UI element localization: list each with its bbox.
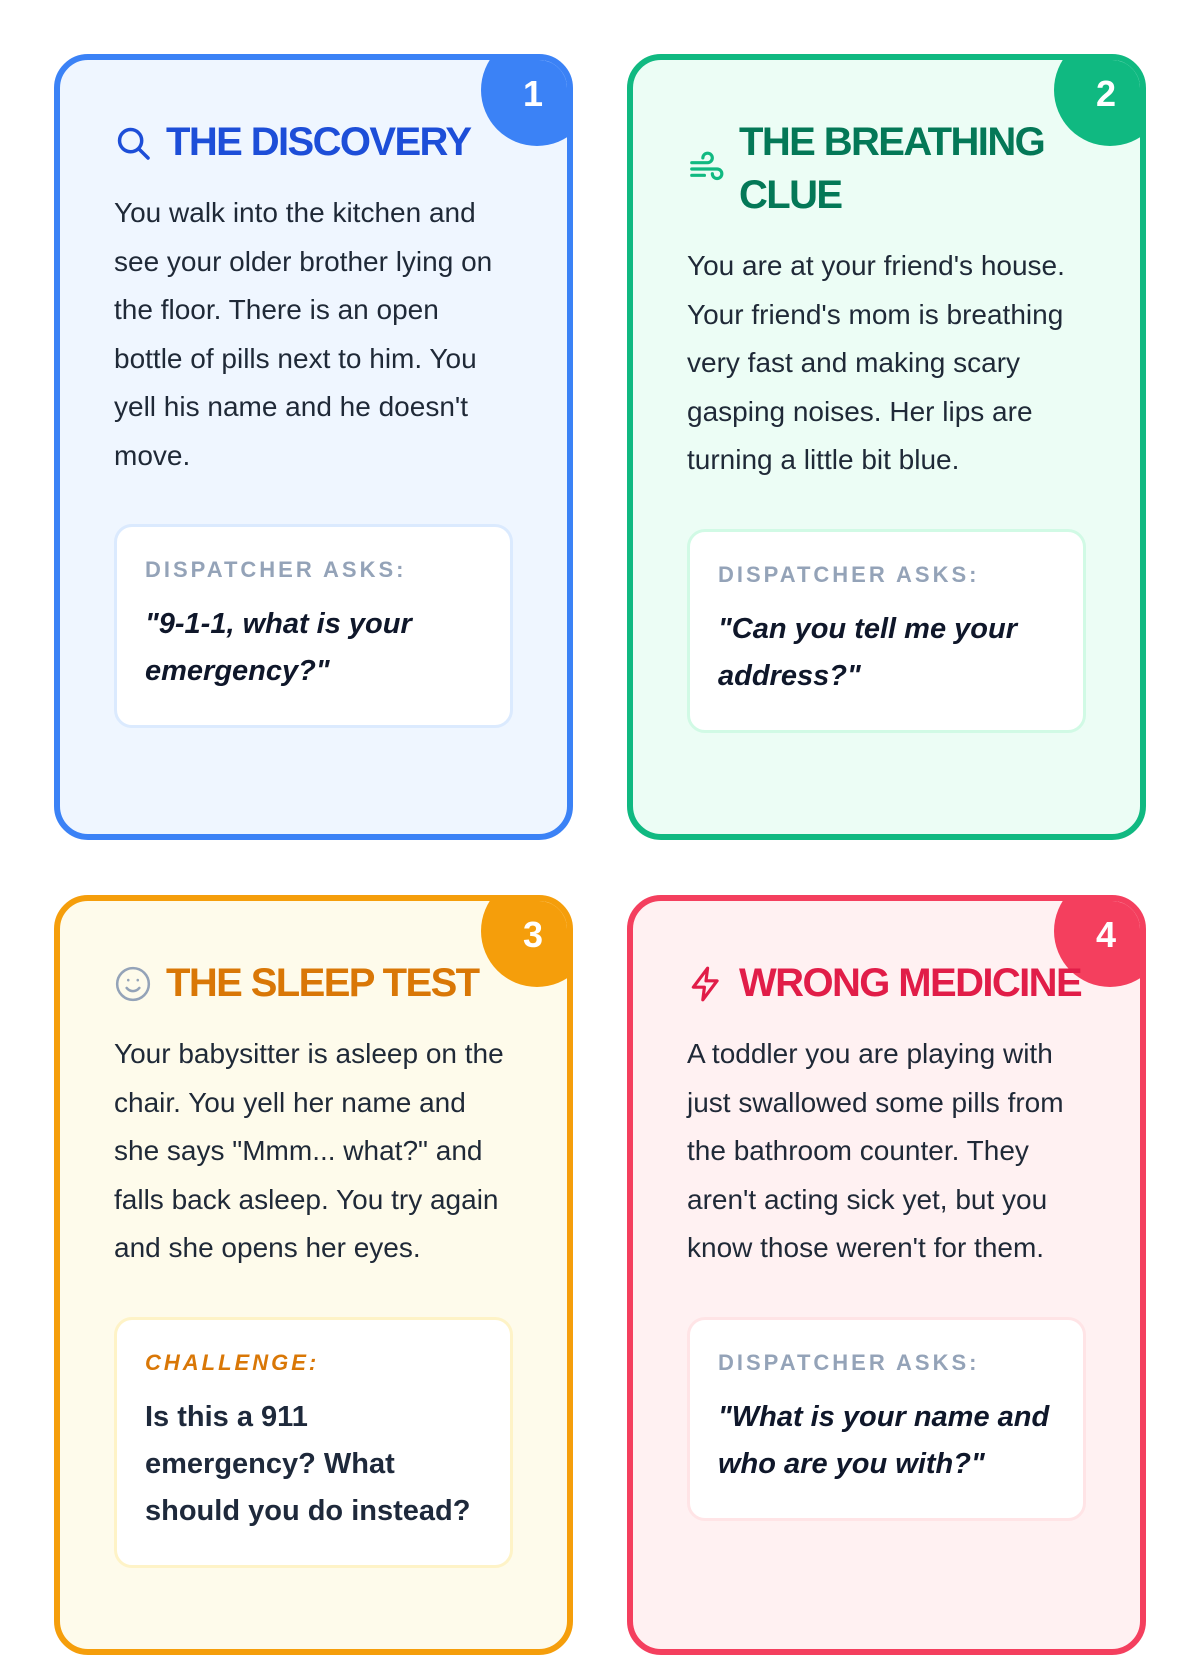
dispatcher-label: DISPATCHER ASKS:: [718, 561, 980, 587]
card-title-row: [687, 957, 1097, 1010]
card-number: 2: [1095, 73, 1117, 114]
card-title: WRONG MEDICINE: [739, 961, 1082, 1005]
card-number: 1: [522, 73, 544, 114]
dispatcher-box: [687, 529, 1086, 733]
scenario-card-discovery: [54, 54, 573, 840]
dispatcher-question: "What is your name and who are you with?": [718, 1400, 1050, 1480]
card-number: 3: [522, 914, 544, 955]
challenge-box: [114, 1317, 513, 1568]
dispatcher-question: "Can you tell me your address?": [718, 612, 1017, 692]
dispatcher-label: DISPATCHER ASKS:: [145, 557, 407, 582]
card-title: THE SLEEP TEST: [166, 961, 479, 1005]
card-description: You are at your friend's house. Your friend's mom is breathing very fast and making scary gasping noises. Her lips are turning a little bit blue.: [687, 250, 1065, 475]
challenge-label: CHALLENGE:: [145, 1349, 320, 1375]
card-description: Your babysitter is asleep on the chair. You yell her name and she says "Mmm... what?" and falls back asleep. You try again and she opens her eyes.: [114, 1038, 504, 1263]
scenario-card-sleep-test: [54, 895, 573, 1655]
scenario-card-wrong-medicine: [627, 895, 1146, 1655]
card-title: THE BREATHING CLUE: [739, 120, 1045, 217]
dispatcher-label: DISPATCHER ASKS:: [718, 1349, 980, 1375]
smile-icon: [114, 965, 152, 1003]
wind-icon: [687, 150, 725, 188]
dispatcher-box: [114, 524, 513, 728]
dispatcher-question: "9-1-1, what is your emergency?": [145, 608, 412, 687]
card-description: You walk into the kitchen and see your older brother lying on the floor. There is an open bottle of pills next to him. You yell his name and he doesn't move.: [114, 197, 493, 471]
challenge-question: Is this a 911 emergency? What should you do instead?: [145, 1400, 471, 1527]
card-title: THE DISCOVERY: [166, 120, 471, 164]
card-title-row: [687, 116, 1097, 222]
card-title-row: [114, 116, 524, 169]
card-description: A toddler you are playing with just swallowed some pills from the bathroom counter. They aren't acting sick yet, but you know those weren't for them.: [687, 1038, 1064, 1263]
card-title-row: [114, 957, 524, 1010]
zap-icon: [687, 965, 725, 1003]
scenario-card-breathing-clue: [627, 54, 1146, 840]
card-number: 4: [1095, 914, 1117, 955]
dispatcher-box: [687, 1317, 1086, 1521]
search-icon: [114, 124, 152, 162]
